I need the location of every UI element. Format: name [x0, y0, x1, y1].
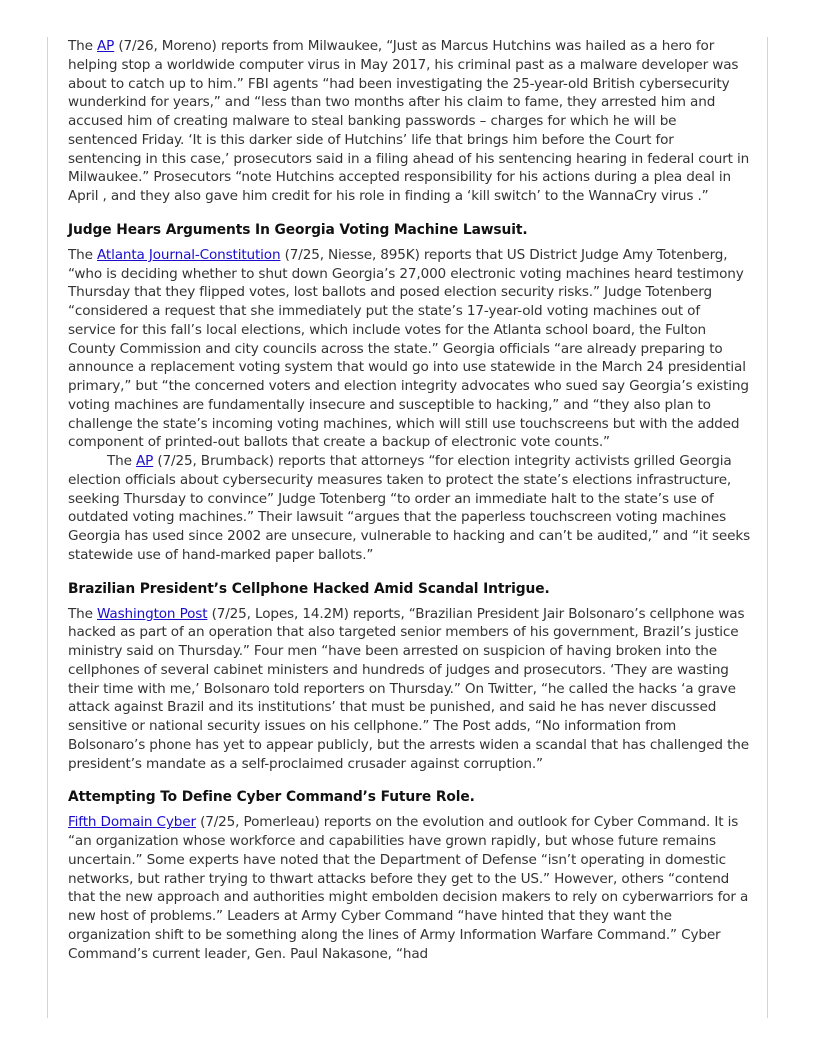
- story-paragraph: [68, 37, 750, 206]
- story-cyber-command: [68, 788, 750, 963]
- paragraph-lead: The: [68, 38, 98, 54]
- source-link-ap[interactable]: AP: [136, 453, 154, 469]
- paragraph-text: (7/25, Niesse, 895K) reports that US District Judge Amy Totenberg, “who is deciding whether to shut down Georgia’s 27,000 electronic voting machines heard testimony Thursday that they flipped votes, lost ballots and posed election security risks.” Judge Totenberg “considered a request that she immediately put the state’s 17-year-old voting machines out of service for this fall’s local elections, which include votes for the Atlanta school board, the Fulton County Commission and city councils across the state.” Georgia officials “are already preparing to announce a replacement voting system that would go into use statewide in the March 24 presidential primary,” but “the concerned voters and election integrity advocates who sued say Georgia’s existing voting machines are fundamentally insecure and susceptible to hacking,” and “they also plan to challenge the state’s incoming voting machines, which will still use touchscreens but with the added component of printed-out ballots that create a backup of electronic vote counts.”: [68, 246, 749, 451]
- paragraph-text: (7/25, Brumback) reports that attorneys “for election integrity activists grilled Georgia election officials about cybersecurity measures taken to protect the state’s elections infrastructure, seeking Thursday to convince” Judge Totenberg “to order an immediate halt to the state’s use of outdated voting machines.” Their lawsuit “argues that the paperless touchscreen voting machines Georgia has used since 2002 are unsecure, vulnerable to hacking and can’t be audited,” and “it seeks statewide use of hand-marked paper ballots.”: [68, 453, 751, 563]
- story-paragraph: [68, 246, 750, 452]
- paragraph-lead: The: [68, 605, 98, 622]
- paragraph-text: (7/25, Lopes, 14.2M) reports, “Brazilian President Jair Bolsonaro’s cellphone was hacked as part of an operation that also targeted senior members of his government, Brazil’s justice ministry said on Thursday.” Four men “have been arrested on suspicion of having broken into the cellphones of several cabinet ministers and hundreds of judges and prosecutors. ‘They are wasting their time with me,’ Bolsonaro told reporters on Thursday.” On Twitter, “he called the hacks ‘a grave attack against Brazil and its institutions’ that must be punished, and said he has never discussed sensitive or national security issues on his cellphone.” The Post adds, “No information from Bolsonaro’s phone has yet to appear publicly, but the arrests widen a scandal that has challenged the president’s mandate as a self-proclaimed crusader against corruption.”: [68, 605, 749, 772]
- source-link-ajc[interactable]: Atlanta Journal-Constitution: [97, 246, 281, 263]
- story-paragraph: [68, 605, 750, 774]
- story-headline: Judge Hears Arguments In Georgia Voting Machine Lawsuit.: [68, 221, 528, 238]
- newsletter-content: [68, 37, 750, 963]
- paragraph-text: (7/25, Pomerleau) reports on the evolution and outlook for Cyber Command. It is “an organization whose workforce and capabilities have grown rapidly, but whose future remains uncertain.” Some experts have noted that the Department of Defense “isn’t operating in domestic networks, but rather trying to thwart attacks before they get to the US.” However, others “contend that the new approach and authorities might embolden decision makers to rely on cyberwarriors for a new host of problems.” Leaders at Army Cyber Command “have hinted that they want the organization shift to be something along the lines of Army Information Warfare Command.” Cyber Command’s current leader, Gen. Paul Nakasone, “had: [68, 814, 749, 962]
- story-paragraph: [68, 452, 750, 565]
- story-hutchins: [68, 37, 750, 206]
- paragraph-lead: The: [107, 453, 137, 469]
- story-georgia-voting: [68, 221, 750, 565]
- story-paragraph: [68, 813, 750, 963]
- story-brazil-cellphone: [68, 580, 750, 774]
- source-link-fifth-domain[interactable]: Fifth Domain Cyber: [68, 814, 196, 831]
- source-link-washington-post[interactable]: Washington Post: [97, 605, 208, 622]
- story-headline: Brazilian President’s Cellphone Hacked Amid Scandal Intrigue.: [68, 580, 550, 597]
- source-link-ap[interactable]: AP: [97, 38, 115, 54]
- story-headline: Attempting To Define Cyber Command’s Future Role.: [68, 789, 475, 806]
- paragraph-lead: The: [68, 246, 98, 263]
- paragraph-text: (7/26, Moreno) reports from Milwaukee, “Just as Marcus Hutchins was hailed as a hero for helping stop a worldwide computer virus in May 2017, his criminal past as a malware developer was about to catch up to him.” FBI agents “had been investigating the 25-year-old British cybersecurity wunderkind for years,” and “less than two months after his claim to fame, they arrested him and accused him of creating malware to steal banking passwords – charges for which he will be sentenced Friday. ‘It is this darker side of Hutchins’ life that brings him before the Court for sentencing in this case,’ prosecutors said in a filing ahead of his sentencing hearing in federal court in Milwaukee.” Prosecutors “note Hutchins accepted responsibility for his actions during a plea deal in April , and they also gave him credit for his role in finding a ‘kill switch’ to the WannaCry virus .”: [68, 38, 750, 204]
